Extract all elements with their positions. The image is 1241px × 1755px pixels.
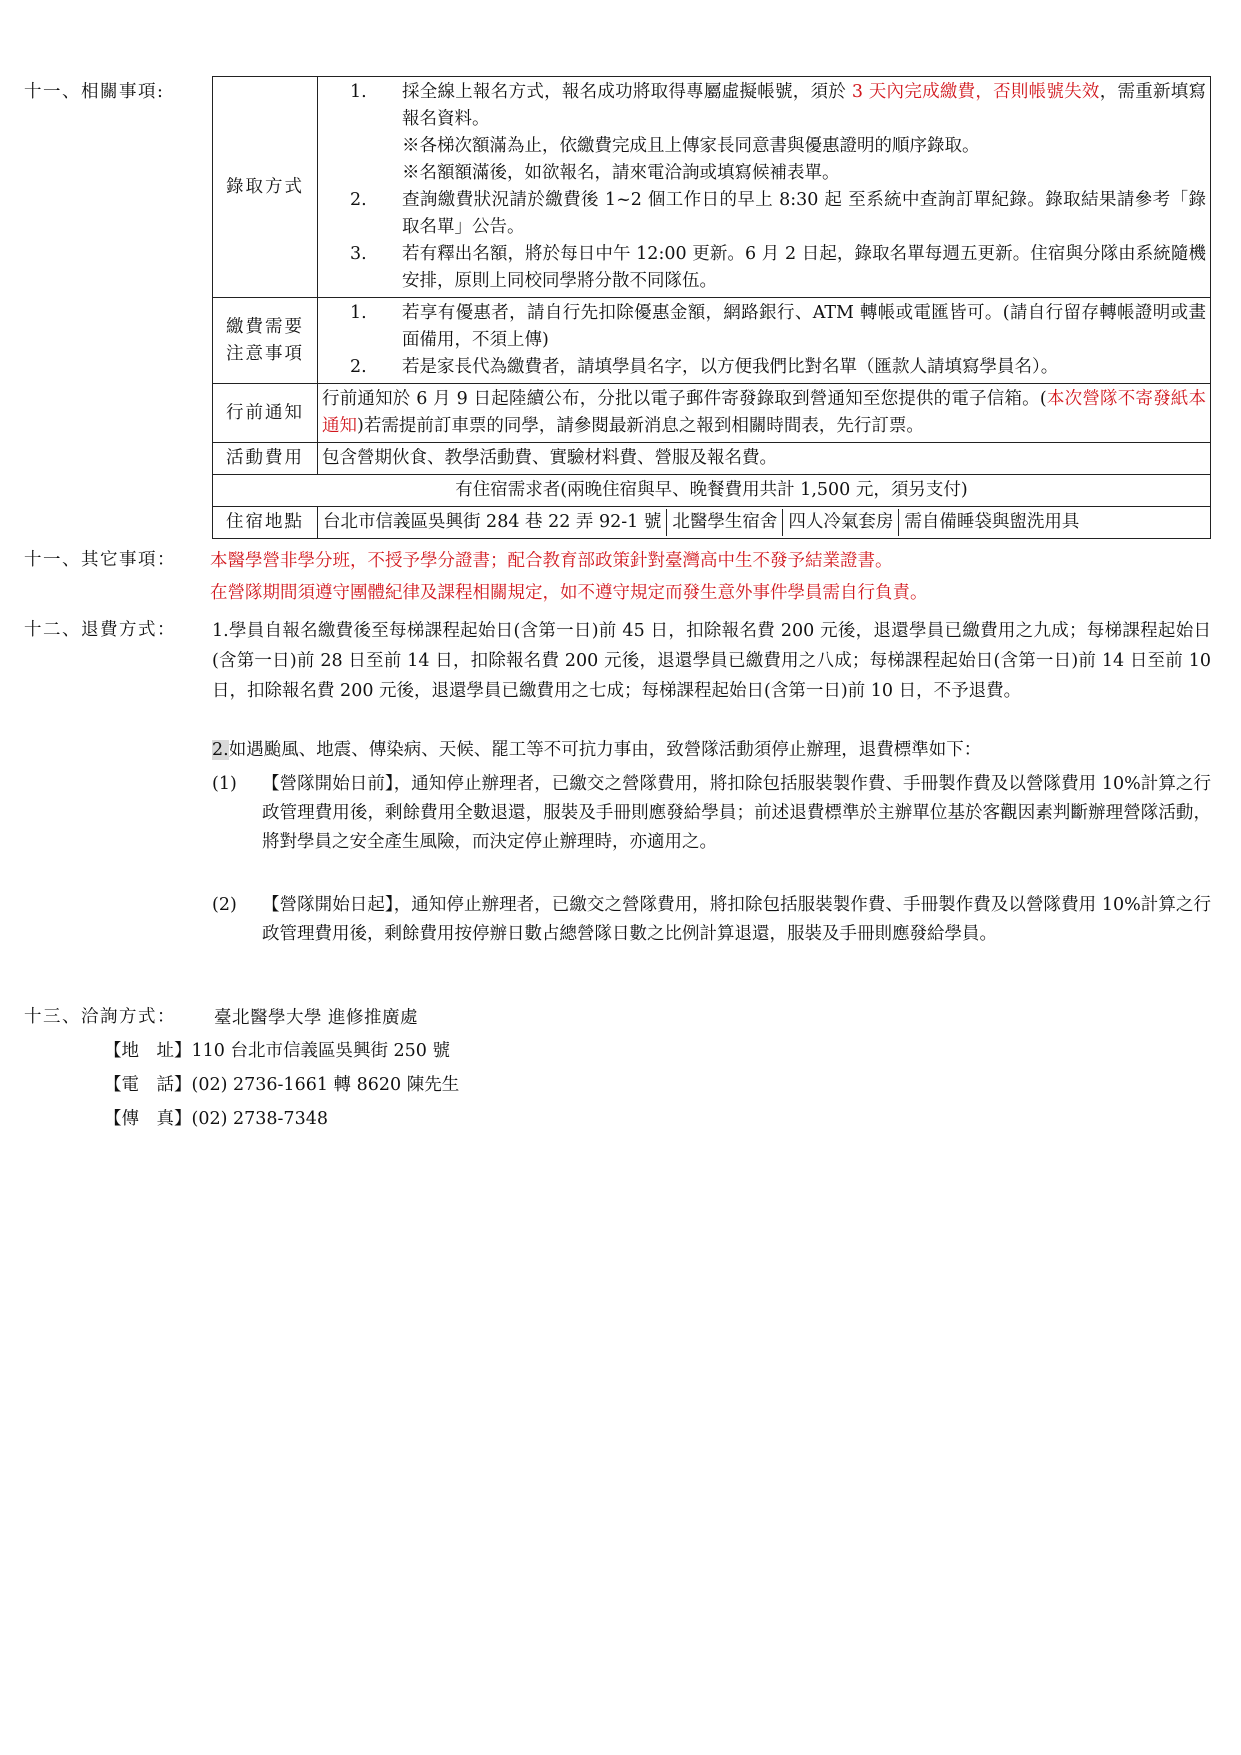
notice-content: 行前通知於 6 月 9 日起陸續公布，分批以電子郵件寄發錄取到營通知至您提供的電子信箱。(本次營隊不寄發紙本通知)若需提前訂車票的同學，請參閱最新消息之報到相關時間表，先行訂票。: [318, 384, 1211, 443]
admission-item-1: 1. 採全線上報名方式，報名成功將取得專屬虛擬帳號，須於 3 天內完成繳費，否則帳號失效，需重新填寫報名資料。: [350, 82, 1207, 129]
contact-org: 臺北醫學大學 進修推廣處: [214, 1008, 419, 1028]
refund-paragraph-2: 2.如遇颱風、地震、傳染病、天候、罷工等不可抗力事由，致營隊活動須停止辦理，退費標準如下：: [212, 740, 982, 760]
admission-item-2: 2. 查詢繳費狀況請於繳費後 1~2 個工作日的早上 8:30 起 至系統中查詢訂單紀錄。錄取結果請參考「錄取名單」公告。: [350, 190, 1206, 237]
notice-label: 行前通知: [213, 384, 318, 443]
fee-row: [213, 443, 1211, 475]
notice-row: [213, 384, 1211, 443]
lodging-room: 四人冷氣套房: [783, 509, 899, 536]
contact-fax: 【傳 真】(02) 2738-7348: [104, 1109, 328, 1129]
lodging-fee-content: 有住宿需求者(兩晚住宿與早、晚餐費用共計 1,500 元，須另支付): [213, 475, 1211, 507]
no-paper-notice: 本次營隊不寄發紙本通知: [322, 389, 1207, 436]
fee-label: 活動費用: [213, 443, 318, 475]
admission-item-3: 3. 若有釋出名額，將於每日中午 12:00 更新。6 月 2 日起，錄取名單每週五更新。住宿與分隊由系統隨機安排，原則上同校同學將分散不同隊伍。: [350, 244, 1206, 291]
admission-label: 錄取方式: [213, 77, 318, 298]
section-11-other-label: 十一、其它事項：: [24, 550, 176, 570]
other-matters-line-2: 在營隊期間須遵守團體紀律及課程相關規定，如不遵守規定而發生意外事件學員需自行負責。: [210, 583, 928, 603]
section-11-related-label: 十一、相關事項:: [24, 82, 165, 102]
section-13-contact-label: 十三、洽詢方式：: [24, 1007, 176, 1027]
admission-content: [318, 77, 1211, 298]
lodging-address: 台北市信義區吳興街 284 巷 22 弄 92-1 號: [318, 509, 667, 536]
lodging-label: 住宿地點: [213, 507, 318, 539]
payment-row: [213, 298, 1211, 384]
refund-paragraph-1: 1.學員自報名繳費後至每梯課程起始日(含第一日)前 45 日，扣除報名費 200 元後，退還學員已繳費用之九成；每梯課程起始日(含第一日)前 28 日至前 14 日，扣除報名費 200 元後，退還學員已繳費用之八成；每梯課程起始日(含第一日)前 14 日至前 10 日，扣除報名費 200 元後，退還學員已繳費用之七成；每梯課程起始日(含第一日)前 10 日，不予退費。: [212, 621, 1211, 701]
lodging-dorm: 北醫學生宿舍: [667, 509, 783, 536]
refund-sub-1: (1) 【營隊開始日前】，通知停止辦理者，已繳交之營隊費用，將扣除包括服裝製作費、手冊製作費及以營隊費用 10%計算之行政管理費用後，剩餘費用全數退還，服裝及手冊則應發給學員；前述退費標準於主辦單位基於客觀因素判斷辦理營隊活動，將對學員之安全產生風險，而決定停止辦理時，亦適用之。: [212, 774, 1211, 852]
payment-label: 繳費需要注意事項: [213, 298, 318, 384]
admission-note-2: ※名額額滿後，如欲報名，請來電洽詢或填寫候補表單。: [402, 163, 840, 183]
payment-item-2: 2. 若是家長代為繳費者，請填學員名字，以方便我們比對名單（匯款人請填寫學員名）。: [350, 357, 1059, 377]
other-matters-line-1: 本醫學營非學分班，不授予學分證書；配合教育部政策針對臺灣高中生不發予結業證書。: [210, 551, 893, 571]
payment-item-1: 1. 若享有優惠者，請自行先扣除優惠金額，網路銀行、ATM 轉帳或電匯皆可。(請自行留存轉帳證明或畫面備用，不須上傳): [350, 303, 1206, 350]
lodging-fee-row: [213, 475, 1211, 507]
fee-content: 包含營期伙食、教學活動費、實驗材料費、營服及報名費。: [318, 443, 1211, 475]
related-matters-table: [212, 76, 1211, 539]
contact-address: 【地 址】110 台北市信義區吳興街 250 號: [104, 1041, 450, 1061]
contact-phone: 【電 話】(02) 2736-1661 轉 8620 陳先生: [104, 1075, 460, 1095]
lodging-row: [213, 507, 1211, 539]
lodging-content: [318, 507, 1211, 539]
payment-content: [318, 298, 1211, 384]
admission-row: [213, 77, 1211, 298]
payment-deadline-warning: 3 天內完成繳費，否則帳號失效: [851, 82, 1100, 102]
admission-note-1: ※各梯次額滿為止，依繳費完成且上傳家長同意書與優惠證明的順序錄取。: [402, 136, 980, 156]
section-12-refund-label: 十二、退費方式：: [24, 620, 176, 640]
refund-sub-2: (2) 【營隊開始日起】，通知停止辦理者，已繳交之營隊費用，將扣除包括服裝製作費、手冊製作費及以營隊費用 10%計算之行政管理費用後，剩餘費用按停辦日數占總營隊日數之比例計算退還，服裝及手冊則應發給學員。: [212, 895, 1211, 944]
lodging-bring: 需自備睡袋與盥洗用具: [904, 512, 1080, 532]
